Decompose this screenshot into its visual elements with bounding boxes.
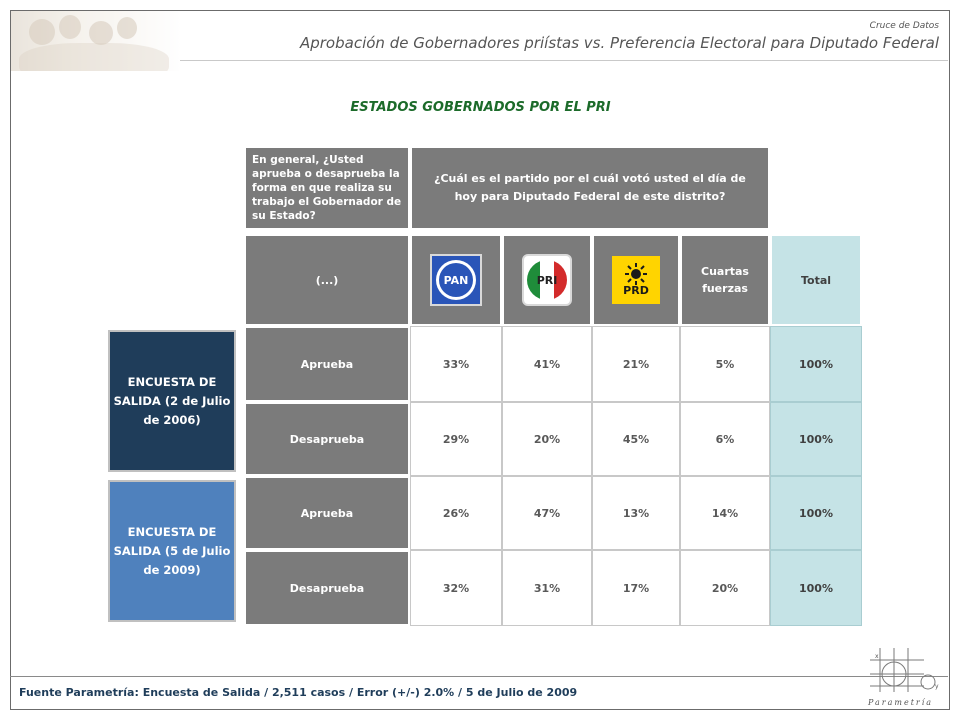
cell-2009-desaprueba-prd: 17% <box>592 550 680 626</box>
cell-2009-desaprueba-pri: 31% <box>502 550 592 626</box>
cell-2009-aprueba-pan: 26% <box>410 476 502 550</box>
sun-icon <box>623 263 649 285</box>
cell-2006-aprueba-total: 100% <box>770 326 862 402</box>
col-header-pan <box>410 234 502 326</box>
cell-2006-desaprueba-pri: 20% <box>502 402 592 476</box>
row-label-aprueba-2006: Aprueba <box>244 326 410 402</box>
col-header-total: Total <box>770 234 862 326</box>
row-label-aprueba-2009: Aprueba <box>244 476 410 550</box>
cell-2006-aprueba-prd: 21% <box>592 326 680 402</box>
cell-2009-desaprueba-pan: 32% <box>410 550 502 626</box>
col-header-pri <box>502 234 592 326</box>
header-divider <box>180 60 948 61</box>
survey-label-2009: ENCUESTA DE SALIDA (5 de Julio de 2009) <box>108 480 236 622</box>
col-header-prd <box>592 234 680 326</box>
prd-logo: PRD <box>612 256 660 304</box>
header-photo <box>11 11 181 71</box>
cell-2009-aprueba-other: 14% <box>680 476 770 550</box>
cell-2006-aprueba-other: 5% <box>680 326 770 402</box>
svg-text:y: y <box>935 683 939 690</box>
header-kicker: Cruce de Datos <box>869 21 939 31</box>
parametria-logo <box>862 648 942 706</box>
cell-2006-desaprueba-prd: 45% <box>592 402 680 476</box>
cell-2006-desaprueba-pan: 29% <box>410 402 502 476</box>
footer-divider <box>10 676 948 677</box>
approval-question-header: En general, ¿Usted aprueba o desaprueba la forma en que realiza su trabajo el Gobernador de su Estado? <box>244 146 410 230</box>
col-header-cuartas-fuerzas: Cuartas fuerzas <box>680 234 770 326</box>
cell-2006-desaprueba-other: 6% <box>680 402 770 476</box>
brand-name: Parametría <box>868 698 934 707</box>
table-subtitle: ESTADOS GOBERNADOS POR EL PRI <box>350 100 611 115</box>
cell-2009-aprueba-prd: 13% <box>592 476 680 550</box>
cell-2006-desaprueba-total: 100% <box>770 402 862 476</box>
vote-question-header: ¿Cuál es el partido por el cuál votó usted el día de hoy para Diputado Federal de este distrito? <box>410 146 770 230</box>
cell-2009-aprueba-pri: 47% <box>502 476 592 550</box>
survey-label-2006: ENCUESTA DE SALIDA (2 de Julio de 2006) <box>108 330 236 472</box>
row-label-desaprueba-2006: Desaprueba <box>244 402 410 476</box>
footer-source: Fuente Parametría: Encuesta de Salida / 2,511 casos / Error (+/-) 2.0% / 5 de Julio de 2009 <box>19 686 578 699</box>
page-title: Aprobación de Gobernadores priístas vs. Preferencia Electoral para Diputado Federal <box>299 34 939 52</box>
cell-2009-aprueba-total: 100% <box>770 476 862 550</box>
cell-2009-desaprueba-total: 100% <box>770 550 862 626</box>
row-label-desaprueba-2009: Desaprueba <box>244 550 410 626</box>
cell-2009-desaprueba-other: 20% <box>680 550 770 626</box>
pri-logo: PRI <box>522 254 572 306</box>
cell-2006-aprueba-pan: 33% <box>410 326 502 402</box>
pan-logo: PAN <box>430 254 482 306</box>
cell-2006-aprueba-pri: 41% <box>502 326 592 402</box>
row-header-placeholder: (...) <box>244 234 410 326</box>
svg-text:x: x <box>875 653 879 660</box>
parametria-mark-icon <box>862 648 942 694</box>
